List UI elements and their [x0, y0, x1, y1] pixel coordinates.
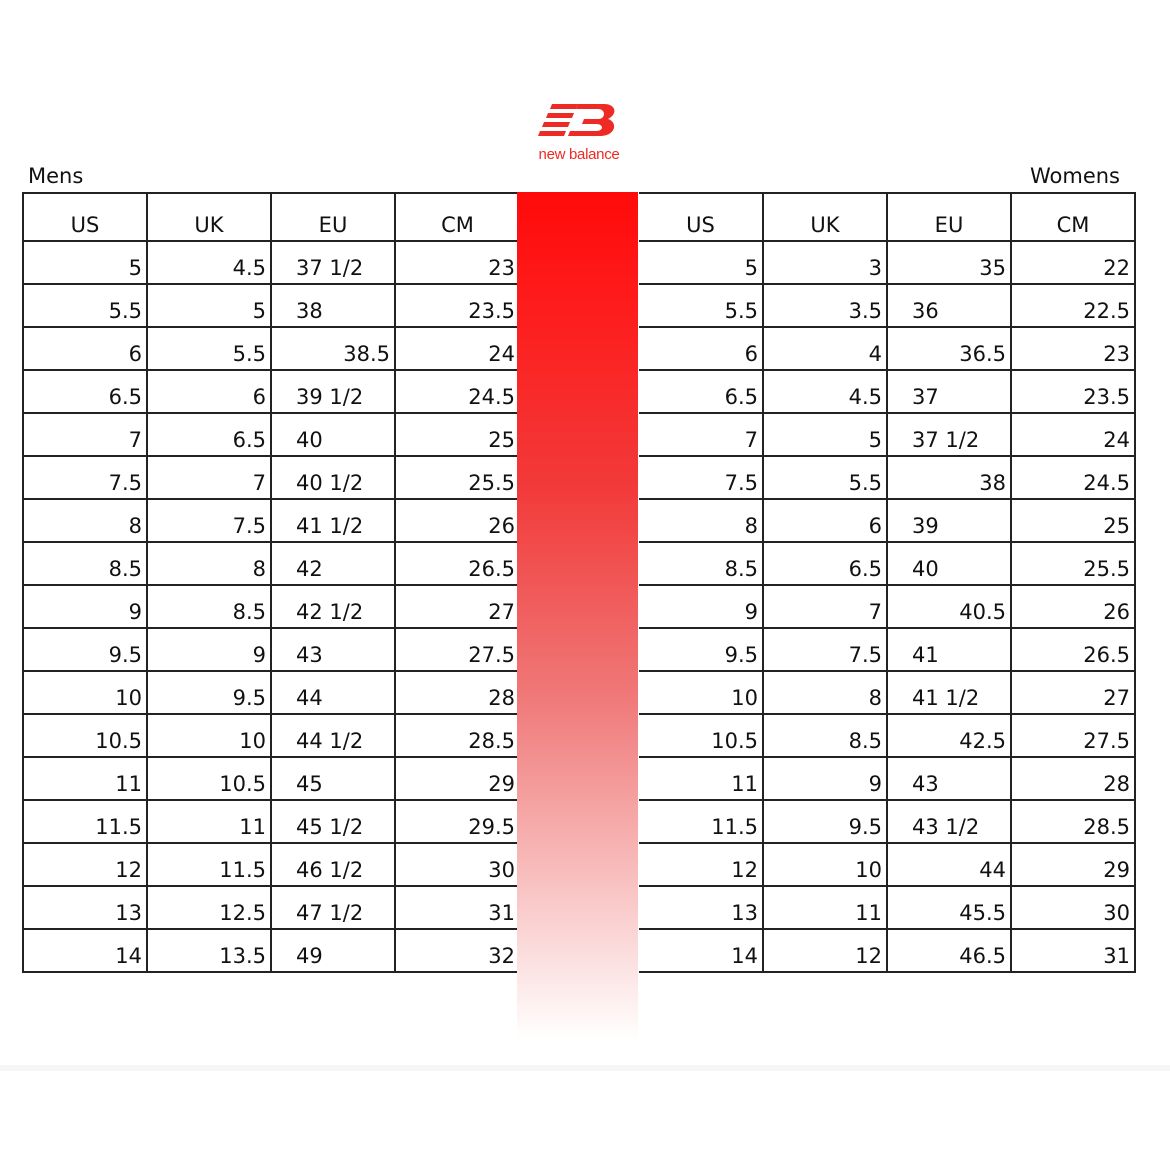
size-cell-cm: 29 [1011, 843, 1135, 886]
size-cell-us: 10.5 [639, 714, 763, 757]
size-cell-cm: 26 [1011, 585, 1135, 628]
size-cell-cm: 31 [1011, 929, 1135, 972]
size-cell-us: 8.5 [23, 542, 147, 585]
size-cell-cm: 23 [395, 241, 519, 284]
size-cell-us: 9.5 [639, 628, 763, 671]
size-cell-uk: 11.5 [147, 843, 271, 886]
size-cell-eu: 38 [271, 284, 395, 327]
table-row [23, 370, 519, 413]
size-cell-eu: 41 [887, 628, 1011, 671]
size-cell-uk: 8.5 [147, 585, 271, 628]
size-cell-eu: 39 1/2 [271, 370, 395, 413]
header-row [639, 193, 1135, 241]
size-cell-eu: 45.5 [887, 886, 1011, 929]
size-cell-uk: 9 [147, 628, 271, 671]
size-cell-eu: 37 1/2 [887, 413, 1011, 456]
size-cell-us: 9 [639, 585, 763, 628]
size-cell-cm: 28 [395, 671, 519, 714]
size-cell-uk: 3 [763, 241, 887, 284]
size-cell-us: 8 [23, 499, 147, 542]
size-cell-uk: 5.5 [147, 327, 271, 370]
size-cell-eu: 39 [887, 499, 1011, 542]
size-cell-uk: 6 [763, 499, 887, 542]
size-cell-uk: 8 [763, 671, 887, 714]
size-cell-us: 14 [23, 929, 147, 972]
size-cell-cm: 30 [1011, 886, 1135, 929]
size-cell-eu: 42 1/2 [271, 585, 395, 628]
size-cell-cm: 22 [1011, 241, 1135, 284]
size-cell-cm: 24.5 [1011, 456, 1135, 499]
size-cell-uk: 9 [763, 757, 887, 800]
size-cell-us: 10 [639, 671, 763, 714]
size-cell-us: 6.5 [23, 370, 147, 413]
size-cell-cm: 24 [395, 327, 519, 370]
size-cell-cm: 27 [1011, 671, 1135, 714]
column-header-us: US [639, 193, 763, 241]
size-cell-eu: 43 [271, 628, 395, 671]
size-cell-eu: 38 [887, 456, 1011, 499]
size-cell-cm: 24.5 [395, 370, 519, 413]
size-cell-cm: 23.5 [395, 284, 519, 327]
size-cell-eu: 40 1/2 [271, 456, 395, 499]
size-cell-us: 9.5 [23, 628, 147, 671]
size-cell-uk: 8.5 [763, 714, 887, 757]
size-cell-uk: 12 [763, 929, 887, 972]
table-row [23, 542, 519, 585]
size-cell-cm: 29.5 [395, 800, 519, 843]
table-row [639, 886, 1135, 929]
size-cell-uk: 4.5 [147, 241, 271, 284]
size-cell-eu: 44 [887, 843, 1011, 886]
column-header-eu: EU [271, 193, 395, 241]
table-row [23, 714, 519, 757]
size-cell-uk: 13.5 [147, 929, 271, 972]
size-cell-eu: 49 [271, 929, 395, 972]
table-row [23, 413, 519, 456]
table-row [639, 413, 1135, 456]
size-cell-uk: 3.5 [763, 284, 887, 327]
size-cell-us: 5 [639, 241, 763, 284]
size-cell-eu: 36.5 [887, 327, 1011, 370]
size-cell-us: 10.5 [23, 714, 147, 757]
size-cell-cm: 29 [395, 757, 519, 800]
size-cell-eu: 44 [271, 671, 395, 714]
table-row [639, 843, 1135, 886]
size-cell-uk: 12.5 [147, 886, 271, 929]
size-cell-uk: 10.5 [147, 757, 271, 800]
size-cell-us: 7.5 [23, 456, 147, 499]
size-cell-uk: 11 [763, 886, 887, 929]
size-cell-eu: 40 [887, 542, 1011, 585]
size-cell-eu: 46.5 [887, 929, 1011, 972]
size-cell-cm: 32 [395, 929, 519, 972]
table-row [639, 327, 1135, 370]
size-cell-cm: 28.5 [395, 714, 519, 757]
size-cell-cm: 23.5 [1011, 370, 1135, 413]
table-row [639, 542, 1135, 585]
size-cell-cm: 30 [395, 843, 519, 886]
size-cell-cm: 25.5 [395, 456, 519, 499]
size-cell-cm: 25.5 [1011, 542, 1135, 585]
table-row [23, 241, 519, 284]
size-cell-cm: 22.5 [1011, 284, 1135, 327]
size-cell-cm: 27 [395, 585, 519, 628]
mens-size-table [22, 192, 519, 973]
size-cell-uk: 6.5 [763, 542, 887, 585]
table-row [639, 800, 1135, 843]
size-cell-eu: 44 1/2 [271, 714, 395, 757]
table-row [23, 499, 519, 542]
size-cell-uk: 8 [147, 542, 271, 585]
size-cell-eu: 36 [887, 284, 1011, 327]
size-cell-us: 7 [639, 413, 763, 456]
size-cell-eu: 37 [887, 370, 1011, 413]
size-cell-uk: 4 [763, 327, 887, 370]
size-cell-us: 11 [639, 757, 763, 800]
size-cell-us: 11.5 [639, 800, 763, 843]
size-cell-eu: 42 [271, 542, 395, 585]
size-cell-eu: 40 [271, 413, 395, 456]
size-cell-us: 7 [23, 413, 147, 456]
size-cell-uk: 7 [763, 585, 887, 628]
size-cell-eu: 41 1/2 [887, 671, 1011, 714]
size-cell-cm: 25 [395, 413, 519, 456]
size-cell-uk: 9.5 [147, 671, 271, 714]
size-cell-us: 14 [639, 929, 763, 972]
womens-size-table [639, 192, 1136, 973]
size-cell-us: 13 [639, 886, 763, 929]
size-cell-uk: 5.5 [763, 456, 887, 499]
table-row [639, 456, 1135, 499]
size-cell-eu: 41 1/2 [271, 499, 395, 542]
brand-wordmark: new balance [538, 146, 620, 163]
size-cell-cm: 23 [1011, 327, 1135, 370]
size-cell-us: 5.5 [23, 284, 147, 327]
size-cell-uk: 6 [147, 370, 271, 413]
size-cell-cm: 27.5 [395, 628, 519, 671]
size-cell-us: 6 [639, 327, 763, 370]
table-row [639, 671, 1135, 714]
size-cell-eu: 46 1/2 [271, 843, 395, 886]
header-row [23, 193, 519, 241]
size-cell-uk: 5 [147, 284, 271, 327]
table-row [23, 628, 519, 671]
size-cell-us: 12 [639, 843, 763, 886]
size-cell-us: 8 [639, 499, 763, 542]
size-cell-cm: 26.5 [395, 542, 519, 585]
size-cell-us: 7.5 [639, 456, 763, 499]
size-cell-cm: 31 [395, 886, 519, 929]
size-cell-us: 9 [23, 585, 147, 628]
womens-label: Womens [1029, 164, 1120, 188]
size-cell-cm: 27.5 [1011, 714, 1135, 757]
size-cell-eu: 40.5 [887, 585, 1011, 628]
column-header-uk: UK [147, 193, 271, 241]
size-cell-eu: 43 [887, 757, 1011, 800]
size-cell-us: 10 [23, 671, 147, 714]
table-row [639, 757, 1135, 800]
size-cell-eu: 37 1/2 [271, 241, 395, 284]
table-row [639, 370, 1135, 413]
table-row [639, 241, 1135, 284]
size-cell-us: 5.5 [639, 284, 763, 327]
size-cell-us: 11 [23, 757, 147, 800]
size-cell-us: 8.5 [639, 542, 763, 585]
table-row [23, 757, 519, 800]
size-cell-cm: 28.5 [1011, 800, 1135, 843]
table-row [23, 327, 519, 370]
table-row [639, 714, 1135, 757]
mens-label: Mens [28, 164, 84, 188]
column-header-us: US [23, 193, 147, 241]
table-row [639, 284, 1135, 327]
table-row [639, 585, 1135, 628]
nb-logo-icon [538, 100, 620, 144]
table-row [23, 800, 519, 843]
size-cell-uk: 4.5 [763, 370, 887, 413]
size-cell-eu: 43 1/2 [887, 800, 1011, 843]
table-row [23, 929, 519, 972]
size-cell-us: 5 [23, 241, 147, 284]
size-cell-eu: 38.5 [271, 327, 395, 370]
size-cell-us: 11.5 [23, 800, 147, 843]
size-cell-uk: 9.5 [763, 800, 887, 843]
size-cell-uk: 5 [763, 413, 887, 456]
size-cell-cm: 26.5 [1011, 628, 1135, 671]
size-cell-uk: 10 [763, 843, 887, 886]
size-cell-cm: 26 [395, 499, 519, 542]
column-header-eu: EU [887, 193, 1011, 241]
size-cell-uk: 7 [147, 456, 271, 499]
new-balance-logo [520, 100, 638, 170]
size-cell-cm: 24 [1011, 413, 1135, 456]
column-header-cm: CM [1011, 193, 1135, 241]
size-cell-uk: 7.5 [147, 499, 271, 542]
bottom-divider [0, 1065, 1170, 1071]
table-row [639, 499, 1135, 542]
table-row [23, 671, 519, 714]
size-cell-cm: 25 [1011, 499, 1135, 542]
table-row [23, 886, 519, 929]
column-header-cm: CM [395, 193, 519, 241]
table-row [639, 929, 1135, 972]
size-cell-eu: 42.5 [887, 714, 1011, 757]
size-cell-eu: 35 [887, 241, 1011, 284]
column-header-uk: UK [763, 193, 887, 241]
size-cell-eu: 45 [271, 757, 395, 800]
size-cell-us: 6.5 [639, 370, 763, 413]
red-gradient-band [517, 192, 638, 1040]
size-cell-us: 13 [23, 886, 147, 929]
table-row [639, 628, 1135, 671]
size-cell-uk: 6.5 [147, 413, 271, 456]
table-row [23, 456, 519, 499]
size-cell-uk: 11 [147, 800, 271, 843]
table-row [23, 585, 519, 628]
size-cell-us: 12 [23, 843, 147, 886]
table-row [23, 284, 519, 327]
size-cell-us: 6 [23, 327, 147, 370]
size-cell-eu: 45 1/2 [271, 800, 395, 843]
size-cell-uk: 10 [147, 714, 271, 757]
size-cell-uk: 7.5 [763, 628, 887, 671]
table-row [23, 843, 519, 886]
size-cell-eu: 47 1/2 [271, 886, 395, 929]
size-cell-cm: 28 [1011, 757, 1135, 800]
